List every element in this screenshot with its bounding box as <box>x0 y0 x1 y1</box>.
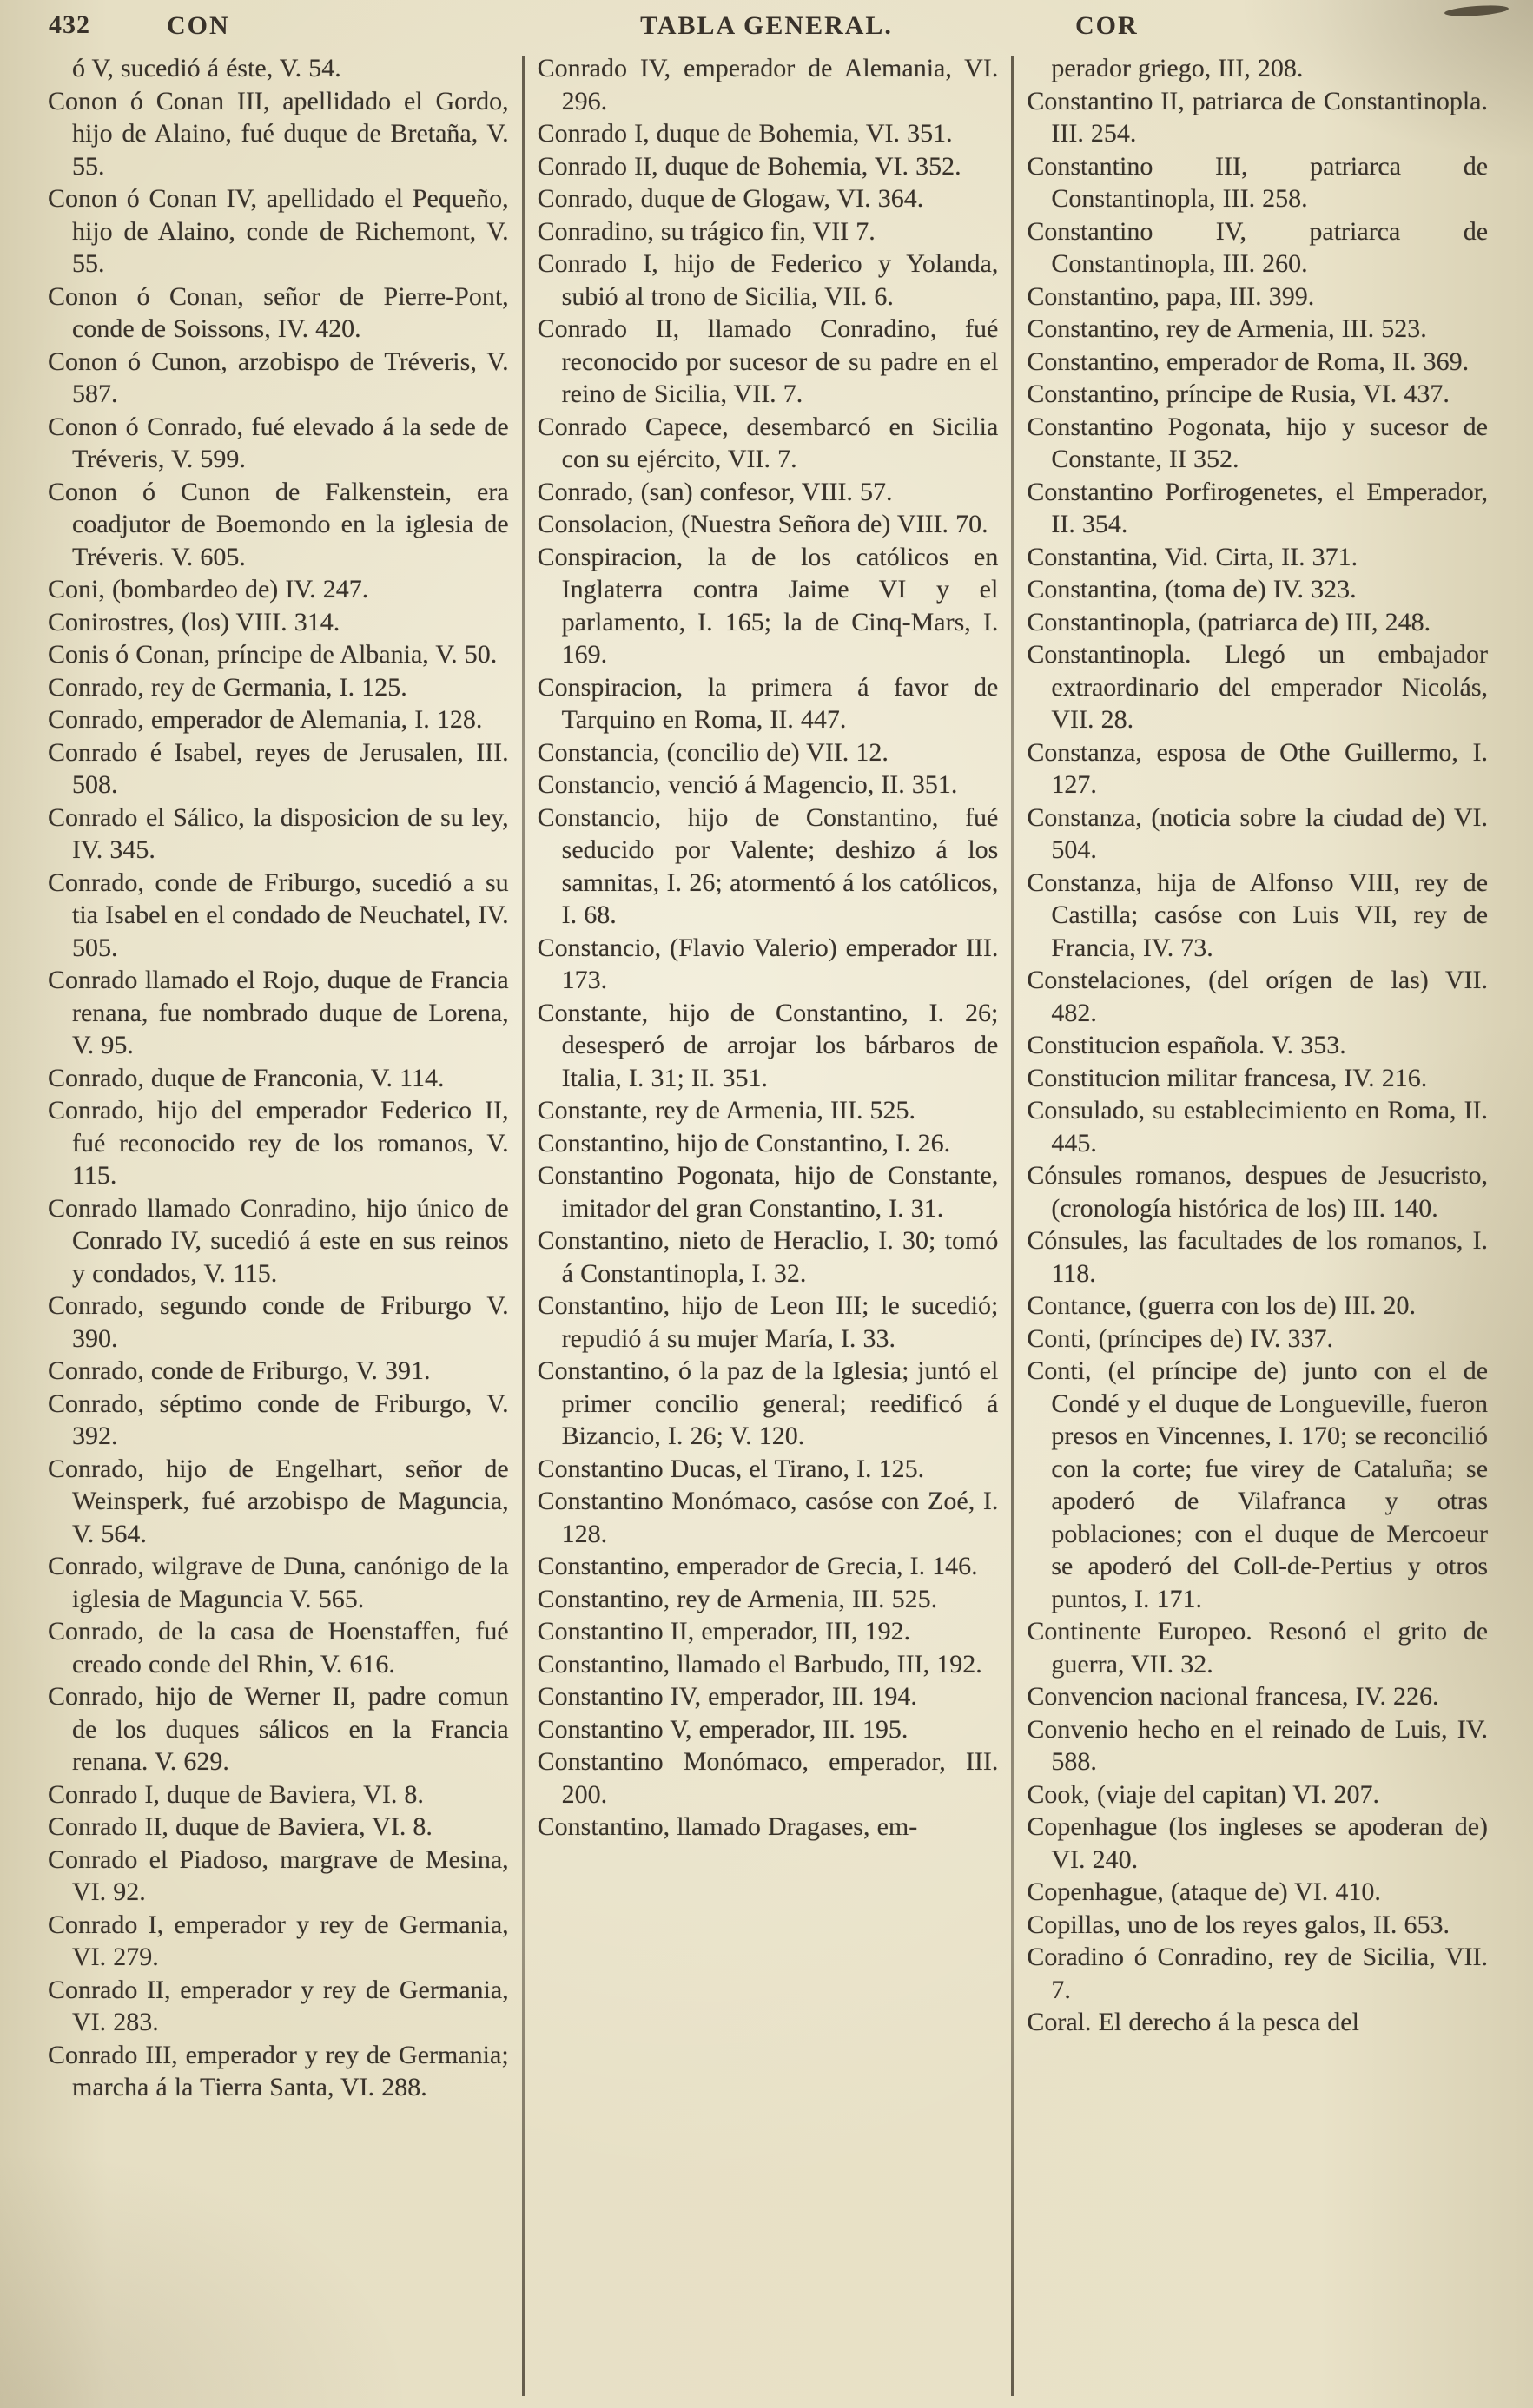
index-entry: Constantino, papa, III. 399. <box>1027 281 1315 311</box>
index-entry: Conon ó Cunon de Falkenstein, era coadjutor de Boemondo en la iglesia de Tréveris. V. 605. <box>48 477 509 571</box>
index-entry: Conrado el Sálico, la disposicion de su ley, IV. 345. <box>48 802 509 864</box>
index-entry: Conon ó Cunon, arzobispo de Tréveris, V. 587. <box>48 346 509 408</box>
column-divider <box>522 56 525 2396</box>
index-entry: Conrado, hijo del emperador Federico II, fué reconocido rey de los romanos, V. 115. <box>48 1096 509 1190</box>
index-entry: Conrado II, llamado Conradino, fué reconocido por sucesor de su padre en el reino de Sicilia, VII. 7. <box>537 314 999 408</box>
index-entry: Conrado III, emperador y rey de Germania; marcha á la Tierra Santa, VI. 288. <box>48 2040 509 2101</box>
index-entry: Constantino V, emperador, III. 195. <box>537 1714 909 1744</box>
index-entry: Consolacion, (Nuestra Señora de) VIII. 70. <box>537 510 988 538</box>
index-entry: Coradino ó Conradino, rey de Sicilia, VII. 7. <box>1027 1943 1489 2004</box>
index-entry: Constantina, (toma de) IV. 323. <box>1027 575 1357 604</box>
index-entry: Conrado, conde de Friburgo, V. 391. <box>48 1356 431 1385</box>
index-entry: ó V, sucedió á éste, V. 54. <box>72 54 341 82</box>
index-entry: Conrado el Piadoso, margrave de Mesina, VI. 92. <box>48 1844 509 1906</box>
index-entry: Constantino, emperador de Roma, II. 369. <box>1027 346 1470 376</box>
index-entry: Constelaciones, (del orígen de las) VII. 482. <box>1027 966 1489 1027</box>
index-entry: Constitucion militar francesa, IV. 216. <box>1027 1063 1428 1092</box>
index-entry: Convenio hecho en el reinado de Luis, IV. 588. <box>1027 1714 1489 1776</box>
page-title: TABLA GENERAL. <box>640 11 893 40</box>
index-entry: Constancia, (concilio de) VII. 12. <box>537 737 889 767</box>
index-entry: Constantino, príncipe de Rusia, VI. 437. <box>1027 379 1450 408</box>
index-entry: Conrado, (san) confesor, VIII. 57. <box>537 477 893 506</box>
index-entry: Constantino II, patriarca de Constantinopla. III. 254. <box>1027 86 1489 148</box>
index-entry: perador griego, III, 208. <box>1051 54 1304 82</box>
index-entry: Conon ó Conan IV, apellidado el Pequeño, hijo de Alaino, conde de Richemont, V. 55. <box>48 184 509 278</box>
index-entry: Conrado I, duque de Bohemia, VI. 351. <box>537 119 953 148</box>
index-entry: Constanza, (noticia sobre la ciudad de) VI. 504. <box>1027 802 1489 864</box>
index-entry: Conrado II, duque de Bohemia, VI. 352. <box>537 151 961 181</box>
index-entry: Conrado, de la casa de Hoenstaffen, fué creado conde del Rhin, V. 616. <box>48 1617 509 1679</box>
index-entry: Conrado IV, emperador de Alemania, VI. 296. <box>537 54 999 115</box>
index-entry: Constantino, hijo de Leon III; le sucedió; repudió á su mujer María, I. 33. <box>537 1291 999 1353</box>
index-entry: Conrado, séptimo conde de Friburgo, V. 392. <box>48 1389 509 1450</box>
index-entry: Conradino, su trágico fin, VII 7. <box>537 216 876 246</box>
index-entry: Copillas, uno de los reyes galos, II. 653. <box>1027 1910 1450 1939</box>
index-entry: Conon ó Conrado, fué elevado á la sede de Tréveris, V. 599. <box>48 412 509 473</box>
index-entry: Coral. El derecho á la pesca del <box>1027 2008 1359 2036</box>
index-entry: Convencion nacional francesa, IV. 226. <box>1027 1682 1439 1711</box>
index-entry: Constantino, llamado Dragases, em- <box>537 1812 918 1841</box>
index-entry: Constante, hijo de Constantino, I. 26; desesperó de arrojar los bárbaros de Italia, I. 31; II. 351. <box>537 998 999 1092</box>
index-entry: Constitucion española. V. 353. <box>1027 1031 1346 1059</box>
page-number: 432 <box>49 10 90 39</box>
index-entry: Constancio, (Flavio Valerio) emperador III. 173. <box>537 933 999 994</box>
index-entry: Conrado, duque de Franconia, V. 114. <box>48 1063 445 1092</box>
index-entry: Conirostres, (los) VIII. 314. <box>48 607 340 637</box>
index-entry: Constantino IV, patriarca de Constantinopla, III. 260. <box>1027 216 1489 278</box>
index-entry: Constantino IV, emperador, III. 194. <box>537 1682 917 1711</box>
index-entry: Constantino, llamado el Barbudo, III, 192. <box>537 1649 982 1679</box>
column-divider <box>1011 56 1014 2396</box>
index-entry: Constantino Porfirogenetes, el Emperador, II. 354. <box>1027 477 1489 538</box>
index-entry: Conrado I, emperador y rey de Germania, VI. 279. <box>48 1910 509 1971</box>
index-entry: Conrado, hijo de Werner II, padre comun de los duques sálicos en la Francia renana. V. 629. <box>48 1682 509 1776</box>
index-entry: Constantina, Vid. Cirta, II. 371. <box>1027 542 1358 571</box>
index-entry: Conrado, emperador de Alemania, I. 128. <box>48 705 483 734</box>
index-entry: Cook, (viaje del capitan) VI. 207. <box>1027 1779 1380 1809</box>
index-entry: Constantino Monómaco, emperador, III. 200. <box>537 1747 999 1809</box>
index-entry: Conrado llamado el Rojo, duque de Francia renana, fue nombrado duque de Lorena, V. 95. <box>48 966 509 1059</box>
index-entry: Conrado II, emperador y rey de Germania, VI. 283. <box>48 1975 509 2036</box>
index-entry: Constantino Pogonata, hijo de Constante, imitador del gran Constantino, I. 31. <box>537 1161 999 1223</box>
index-entry: Constantino Pogonata, hijo y sucesor de Constante, II 352. <box>1027 412 1489 473</box>
index-entry: Constantinopla. Llegó un embajador extraordinario del emperador Nicolás, VII. 28. <box>1027 640 1489 734</box>
index-entry: Copenhague (los ingleses se apoderan de) VI. 240. <box>1027 1812 1489 1874</box>
index-entry: Conrado I, hijo de Federico y Yolanda, subió al trono de Sicilia, VII. 6. <box>537 249 999 311</box>
index-entry: Conrado I, duque de Baviera, VI. 8. <box>48 1779 424 1809</box>
index-column-2 <box>538 52 999 2396</box>
index-entry: Conrado, duque de Glogaw, VI. 364. <box>537 184 924 213</box>
index-entry: Conon ó Conan III, apellidado el Gordo, hijo de Alaino, fué duque de Bretaña, V. 55. <box>48 86 509 181</box>
index-entry: Conrado é Isabel, reyes de Jerusalen, III. 508. <box>48 737 509 799</box>
index-entry: Conon ó Conan, señor de Pierre-Pont, conde de Soissons, IV. 420. <box>48 281 509 343</box>
page-header <box>0 0 1533 50</box>
index-entry: Constanza, esposa de Othe Guillermo, I. 127. <box>1027 737 1489 799</box>
index-entry: Conrado, wilgrave de Duna, canónigo de la iglesia de Maguncia V. 565. <box>48 1552 509 1613</box>
index-entry: Conrado, rey de Germania, I. 125. <box>48 672 407 702</box>
index-entry: Consulado, su establecimiento en Roma, II. 445. <box>1027 1096 1489 1158</box>
index-entry: Constancio, hijo de Constantino, fué seducido por Valente; deshizo á los samnitas, I. 26; atormentó á los católicos, I. 68. <box>537 802 999 929</box>
index-entry: Conti, (príncipes de) IV. 337. <box>1027 1323 1333 1353</box>
index-entry: Constantino, hijo de Constantino, I. 26. <box>537 1128 951 1158</box>
index-entry: Constantino II, emperador, III, 192. <box>537 1617 911 1646</box>
index-entry: Continente Europeo. Resonó el grito de guerra, VII. 32. <box>1027 1617 1489 1679</box>
header-keyword-left: CON <box>167 11 230 40</box>
index-entry: Conrado, hijo de Engelhart, señor de Weinsperk, fué arzobispo de Maguncia, V. 564. <box>48 1454 509 1548</box>
index-entry: Constantino, emperador de Grecia, I. 146. <box>537 1552 978 1580</box>
index-entry: Copenhague, (ataque de) VI. 410. <box>1027 1877 1381 1906</box>
index-entry: Cónsules, las facultades de los romanos, I. 118. <box>1027 1226 1489 1288</box>
index-entry: Constantinopla, (patriarca de) III, 248. <box>1027 607 1431 637</box>
index-entry: Constantino Monómaco, casóse con Zoé, I. 128. <box>537 1487 999 1548</box>
index-entry: Coni, (bombardeo de) IV. 247. <box>48 575 369 604</box>
index-entry: Constantino, nieto de Heraclio, I. 30; tomó á Constantinopla, I. 32. <box>537 1226 999 1288</box>
index-entry: Conrado II, duque de Baviera, VI. 8. <box>48 1812 433 1841</box>
index-entry: Constantino, ó la paz de la Iglesia; juntó el primer concilio general; reedificó á Bizancio, I. 26; V. 120. <box>537 1356 999 1450</box>
header-keyword-right: COR <box>1075 11 1139 40</box>
index-entry: Contance, (guerra con los de) III. 20. <box>1027 1291 1416 1320</box>
index-entry: Cónsules romanos, despues de Jesucristo, (cronología histórica de los) III. 140. <box>1027 1161 1489 1223</box>
index-entry: Conrado Capece, desembarcó en Sicilia con su ejército, VII. 7. <box>537 412 999 473</box>
index-entry: Conrado llamado Conradino, hijo único de Conrado IV, sucedió á este en sus reinos y condados, V. 115. <box>48 1193 509 1288</box>
index-entry: Constantino III, patriarca de Constantinopla, III. 258. <box>1027 151 1489 213</box>
index-entry: Conspiracion, la primera á favor de Tarquino en Roma, II. 447. <box>537 672 999 734</box>
index-entry: Constantino Ducas, el Tirano, I. 125. <box>537 1454 925 1483</box>
index-entry: Conrado, conde de Friburgo, sucedió a su tia Isabel en el condado de Neuchatel, IV. 505. <box>48 868 509 962</box>
index-entry: Constantino, rey de Armenia, III. 525. <box>537 1584 938 1613</box>
index-entry: Conrado, segundo conde de Friburgo V. 390. <box>48 1291 509 1353</box>
index-column-1 <box>48 52 509 2396</box>
index-entry: Conti, (el príncipe de) junto con el de Condé y el duque de Longueville, fueron presos en Vincennes, I. 170; se reconcilió con la corte; fue virey de Cataluña; se apoderó de Vilafranca y otras poblaciones; con el duque de Mercoeur se apoderó del Coll-de-Pertius y otros puntos, I. 171. <box>1027 1356 1489 1613</box>
index-entry: Constancio, venció á Magencio, II. 351. <box>537 770 958 799</box>
index-columns <box>0 50 1533 2396</box>
index-column-3 <box>1027 52 1488 2396</box>
index-entry: Conspiracion, la de los católicos en Inglaterra contra Jaime VI y el parlamento, I. 165; la de Cinq-Mars, I. 169. <box>537 542 999 669</box>
index-entry: Constanza, hija de Alfonso VIII, rey de Castilla; casóse con Luis VII, rey de Francia, IV. 73. <box>1027 868 1489 962</box>
index-entry: Constante, rey de Armenia, III. 525. <box>537 1096 916 1125</box>
index-entry: Conis ó Conan, príncipe de Albania, V. 50. <box>48 640 498 669</box>
index-entry: Constantino, rey de Armenia, III. 523. <box>1027 314 1427 343</box>
